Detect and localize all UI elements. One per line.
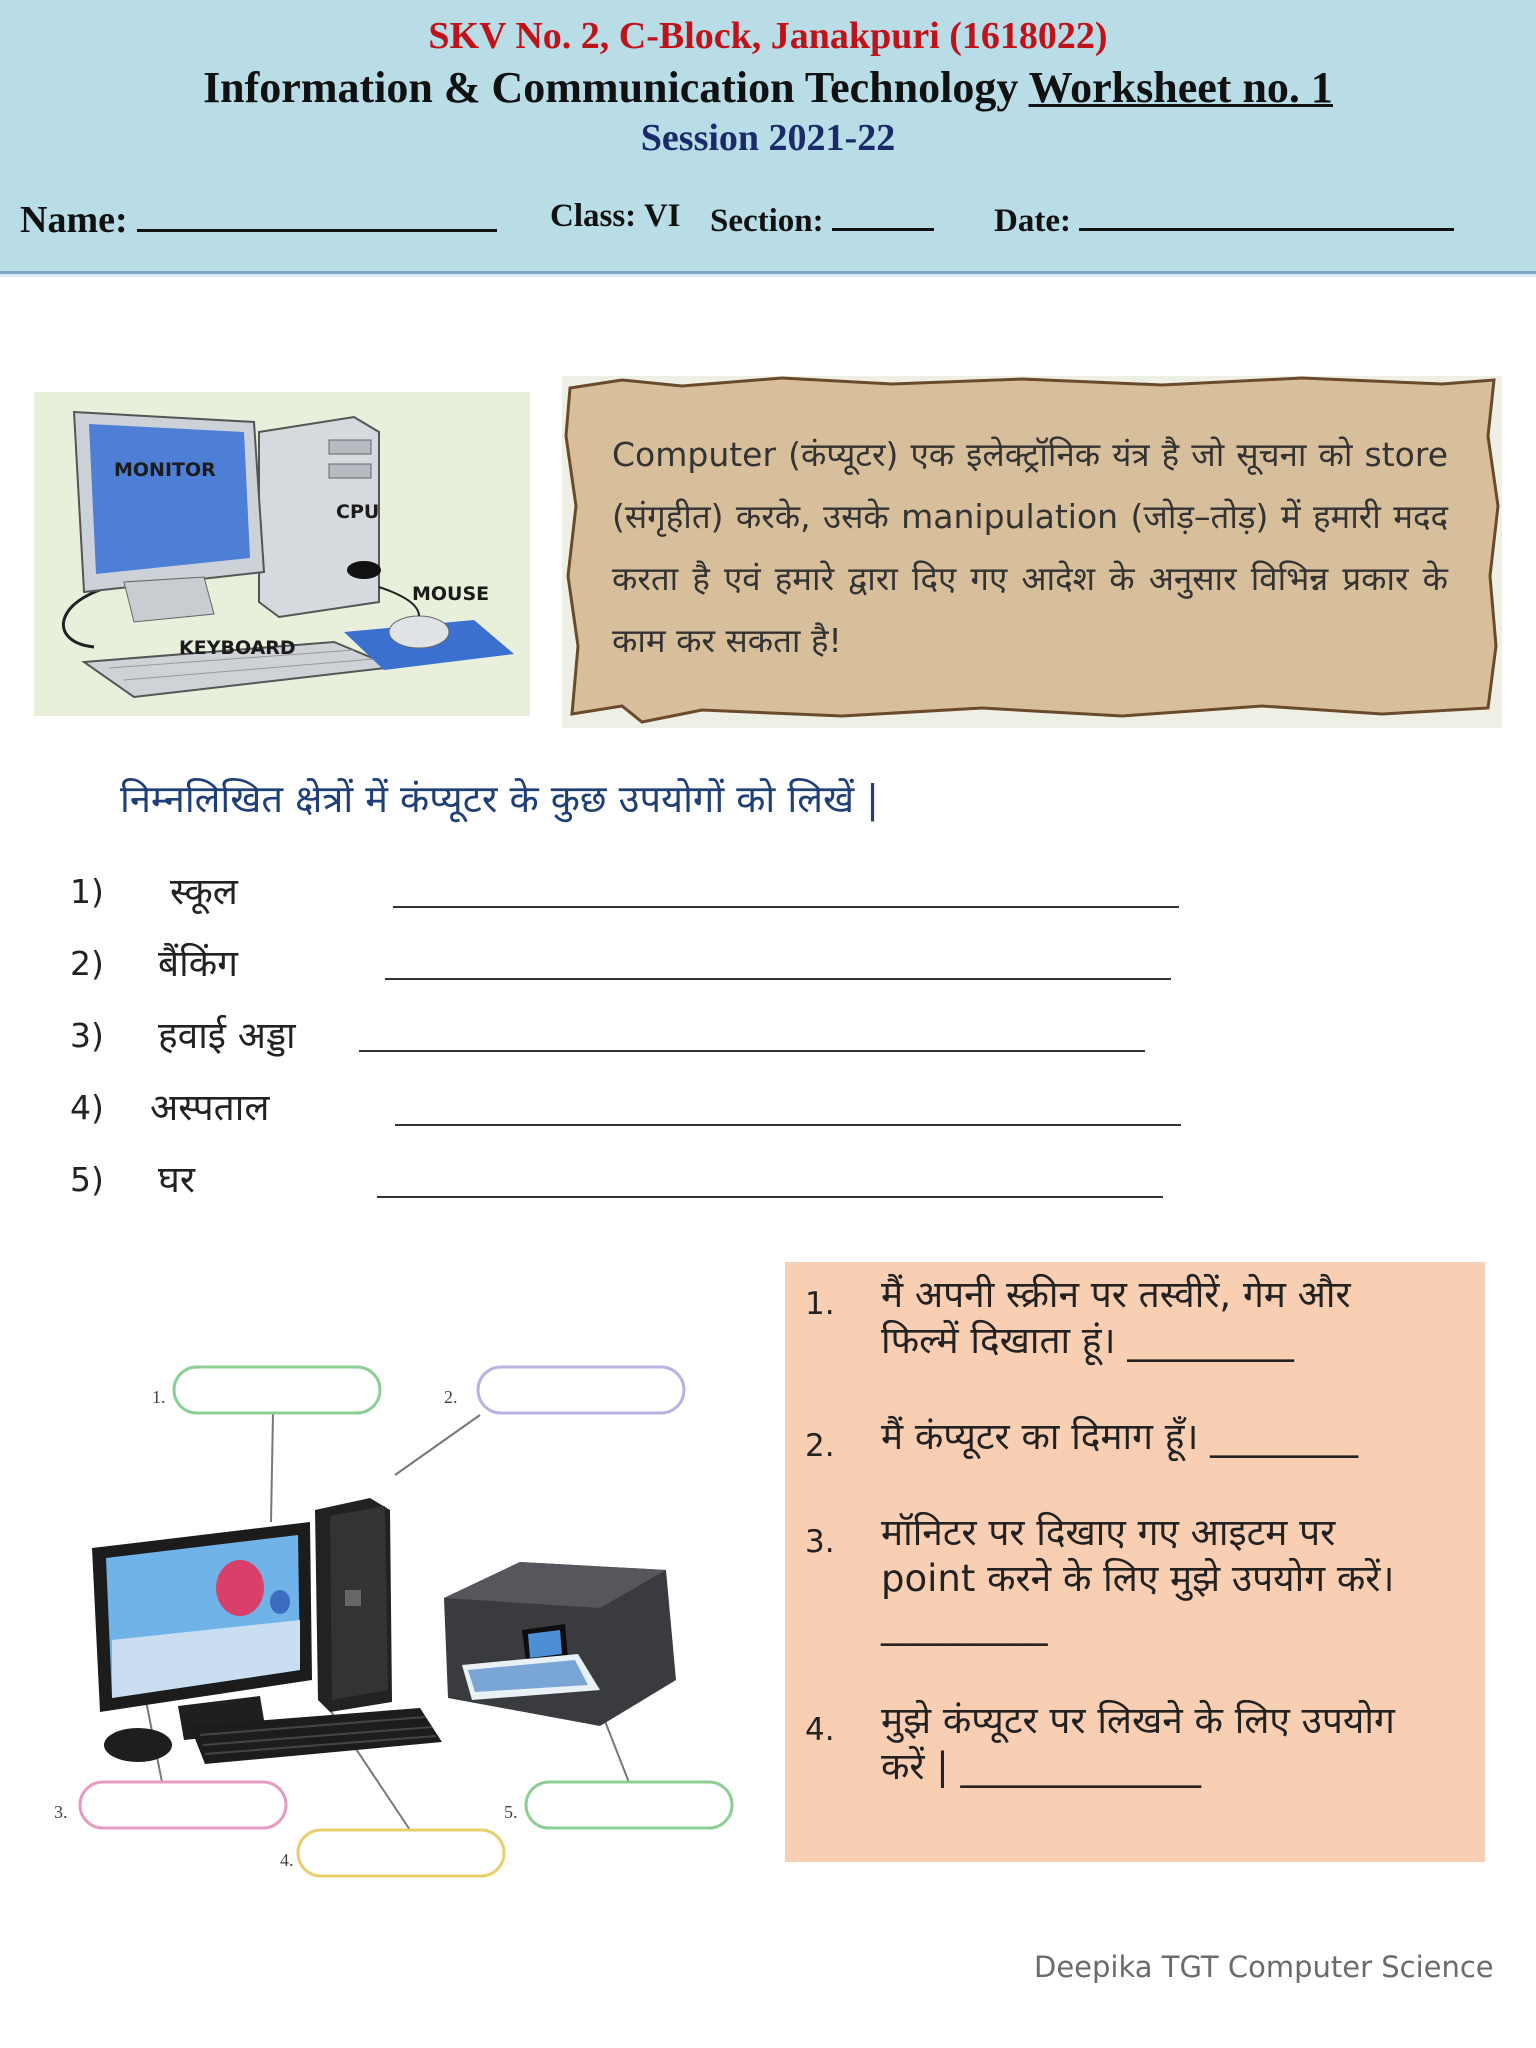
riddle-1-line-2: फिल्में दिखाता हूं। _________	[881, 1319, 1294, 1362]
diagram-number-1: 1.	[152, 1387, 166, 1407]
date-field	[994, 198, 1454, 240]
riddle-number: 2.	[805, 1428, 835, 1464]
riddle-4-line-1: मुझे कंप्यूटर पर लिखने के लिए उपयोग	[881, 1699, 1395, 1742]
answer-line-airport[interactable]	[359, 1050, 1145, 1052]
label-box-3[interactable]	[80, 1782, 286, 1828]
riddle-2-line-1: मैं कंप्यूटर का दिमाग हूँ। ________	[881, 1415, 1359, 1458]
instruction-heading: निम्नलिखित क्षेत्रों में कंप्यूटर के कुछ उपयोगों को लिखें |	[120, 777, 879, 821]
worksheet-number: Worksheet no. 1	[1028, 63, 1333, 112]
answer-line-banking[interactable]	[385, 978, 1171, 980]
subject-title: Information & Communication Technology	[203, 63, 1019, 112]
date-label: Date:	[994, 203, 1071, 239]
riddle-3-line-1: मॉनिटर पर दिखाए गए आइटम पर	[881, 1511, 1336, 1554]
answer-line-school[interactable]	[393, 906, 1179, 908]
label-box-4[interactable]	[298, 1830, 504, 1876]
diagram-number-4: 4.	[280, 1850, 294, 1870]
use-number: 4)	[70, 1088, 104, 1127]
printer-picture	[444, 1562, 676, 1726]
use-number: 5)	[70, 1160, 104, 1199]
label-box-5[interactable]	[526, 1782, 732, 1828]
riddle-number: 4.	[805, 1712, 835, 1748]
worksheet-title	[0, 62, 1536, 113]
label-box-1[interactable]	[174, 1367, 380, 1413]
name-label: Name:	[20, 199, 128, 241]
monitor-picture	[92, 1522, 312, 1740]
label-box-2[interactable]	[478, 1367, 684, 1413]
cpu-picture	[315, 1498, 392, 1712]
use-number: 2)	[70, 944, 104, 983]
computer-printer-illustration	[40, 1340, 740, 1900]
riddle-number: 3.	[805, 1524, 835, 1560]
use-label-school: स्कूल	[170, 870, 238, 913]
riddles-box	[785, 1262, 1485, 1862]
computer-parts-illustration	[34, 392, 530, 716]
cpu-label: CPU	[336, 501, 380, 523]
riddle-4-line-2: करें | _____________	[881, 1745, 1202, 1788]
use-label-hospital: अस्पताल	[150, 1086, 270, 1129]
diagram-number-3: 3.	[54, 1802, 68, 1822]
name-blank[interactable]	[137, 199, 497, 232]
riddle-1-line-1: मैं अपनी स्क्रीन पर तस्वीरें, गेम और	[881, 1273, 1351, 1316]
diagram-number-2: 2.	[444, 1387, 458, 1407]
use-label-banking: बैंकिंग	[158, 942, 238, 985]
mouse-label: MOUSE	[412, 583, 490, 605]
author-credit: Deepika TGT Computer Science	[1034, 1950, 1494, 1984]
labelling-diagram	[40, 1340, 740, 1900]
mouse-picture	[104, 1728, 172, 1762]
class-label: Class: VI	[550, 198, 681, 234]
use-label-airport: हवाई अड्डा	[158, 1014, 296, 1057]
riddle-3-line-3: _________	[881, 1603, 1048, 1646]
header-banner	[0, 0, 1536, 274]
use-number: 3)	[70, 1016, 104, 1055]
use-label-home: घर	[158, 1158, 195, 1201]
section-field	[710, 198, 934, 240]
keyboard-label: KEYBOARD	[179, 637, 296, 659]
use-number: 1)	[70, 872, 104, 911]
school-name: SKV No. 2, C-Block, Janakpuri (1618022)	[428, 15, 1108, 57]
diagram-number-5: 5.	[504, 1802, 518, 1822]
computer-illustration	[34, 392, 530, 716]
answer-line-hospital[interactable]	[395, 1124, 1181, 1126]
name-field	[20, 198, 497, 242]
riddle-3-line-2: point करने के लिए मुझे उपयोग करें।	[881, 1557, 1395, 1600]
riddle-number: 1.	[805, 1286, 835, 1322]
session: Session 2021-22	[640, 117, 896, 159]
definition-text: Computer (कंप्यूटर) एक इलेक्ट्रॉनिक यंत्र है जो सूचना को store (संगृहीत) करके, उसके manipulation (जोड़–तोड़) में हमारी मदद करता है एवं हमारे द्वारा दिए गए आदेश के अनुसार विभिन्न प्रकार के काम कर सकता है!	[612, 435, 1448, 660]
answer-line-home[interactable]	[377, 1196, 1163, 1198]
section-blank[interactable]	[832, 198, 934, 231]
date-blank[interactable]	[1079, 198, 1454, 231]
monitor-label: MONITOR	[114, 459, 216, 481]
class-field	[550, 198, 681, 235]
section-label: Section:	[710, 203, 824, 239]
